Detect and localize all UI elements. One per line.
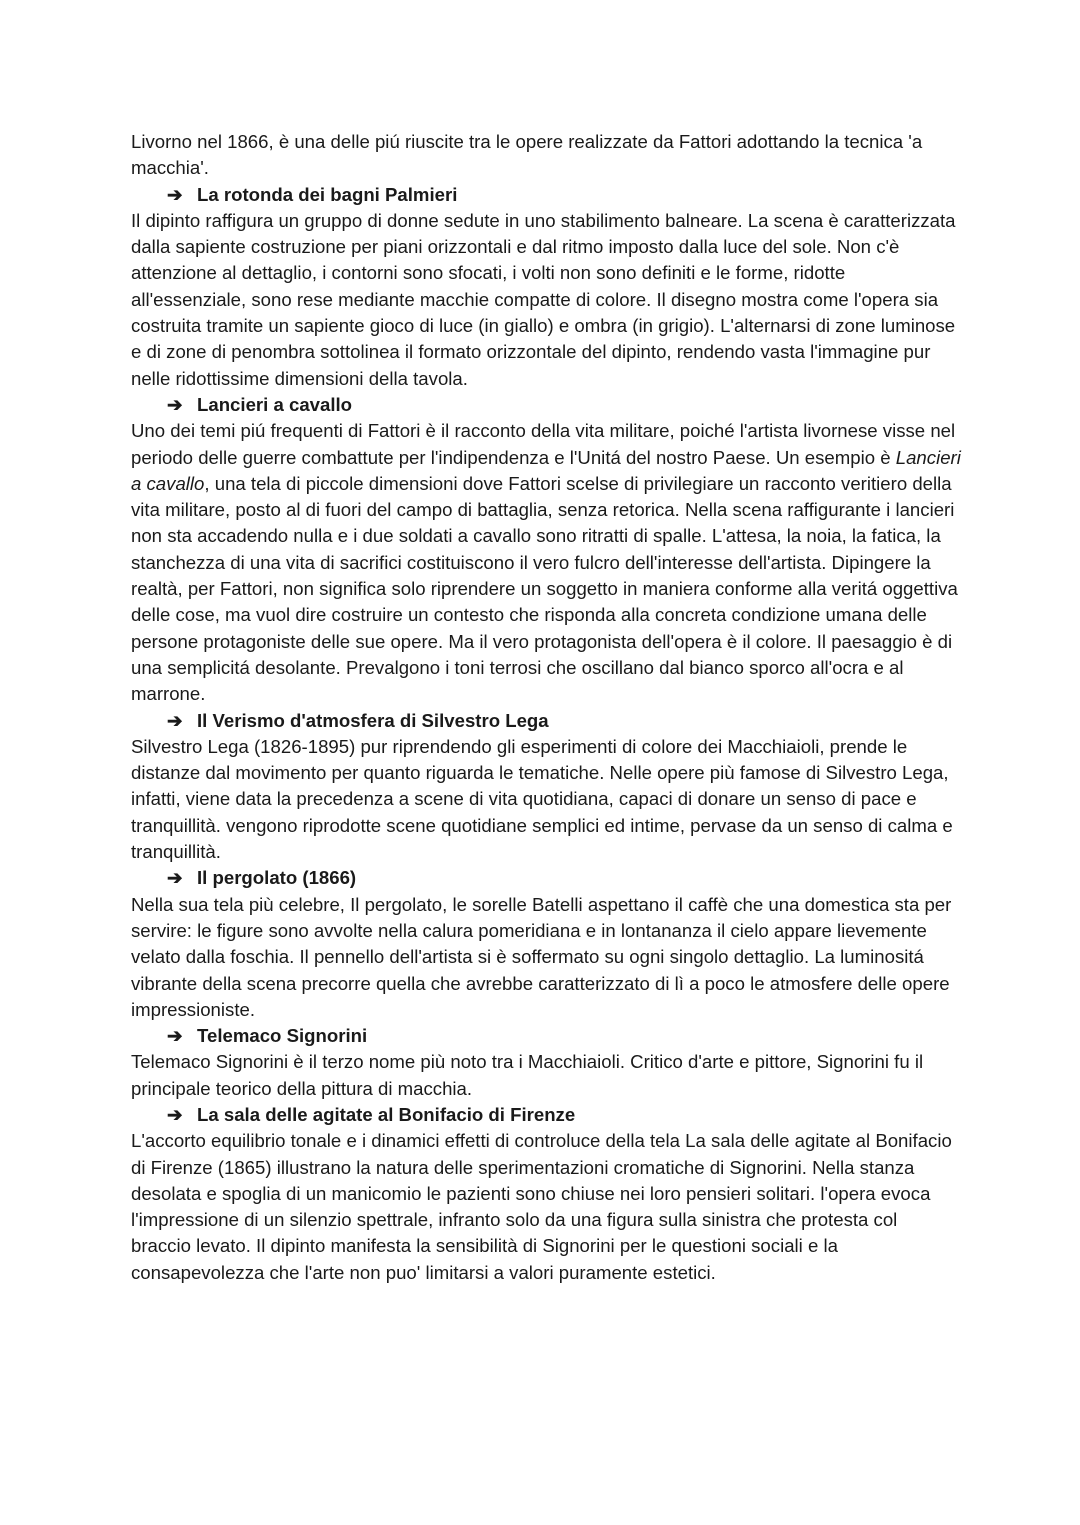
heading-text: La rotonda dei bagni Palmieri [197, 183, 458, 205]
section-heading-lega [131, 708, 961, 734]
section-heading-pergolato [131, 865, 961, 891]
arrow-bullet-icon: ➔ [167, 867, 183, 889]
document-page [131, 129, 961, 1286]
section-paragraph-signorini: Telemaco Signorini è il terzo nome più noto tra i Macchiaioli. Critico d'arte e pittore, Signorini fu il principale teorico della pittura di macchia. [131, 1051, 924, 1099]
section-paragraph-sala-agitate: L'accorto equilibrio tonale e i dinamici effetti di controluce della tela La sala delle agitate al Bonifacio di Firenze (1865) illustrano la natura delle sperimentazioni cromatiche di Signorini. Nella stanza desolata e spoglia di un manicomio le pazienti sono chiuse nei loro pensieri solitari. l'opera evoca l'impressione di un silenzio spettrale, infranto solo da una figura sulla sinistra che protesta col braccio levato. Il dipinto manifesta la sensibilità di Signorini per le questioni sociali e la consapevolezza che l'arte non puo' limitarsi a valori puramente estetici. [131, 1130, 952, 1283]
section-heading-rotonda [131, 182, 961, 208]
arrow-bullet-icon: ➔ [167, 1103, 183, 1125]
section-paragraph-rotonda: Il dipinto raffigura un gruppo di donne sedute in uno stabilimento balneare. La scena è caratterizzata dalla sapiente costruzione per piani orizzontali e dal ritmo imposto dalla luce del sole. Non c'è attenzione al dettaglio, i contorni sono sfocati, i volti non sono definiti e le forme, ridotte all'essenziale, sono rese mediante macchie compatte di colore. Il disegno mostra come l'opera sia costruita tramite un sapiente gioco di luce (in giallo) e ombra (in grigio). L'alternarsi di zone luminose e di zone di penombra sottolinea il formato orizzontale del dipinto, rendendo vasta l'immagine pur nelle ridottissime dimensioni della tavola. [131, 209, 956, 389]
paragraph-text: , una tela di piccole dimensioni dove Fattori scelse di privilegiare un racconto veritiero della vita militare, posto al di fuori del campo di battaglia, senza retorica. Nella scena raffigurante i lancieri non sta accadendo nulla e i due soldati a cavallo sono ritratti di spalle. L'attesa, la noia, la fatica, la stanchezza di una vita di sacrifici costituiscono il vero fulcro dell'interesse dell'artista. Dipingere la realtà, per Fattori, non significa solo riprendere un soggetto in maniera conforme alla veritá oggettiva delle cose, ma vuol dire costruire un contesto che risponda alla concreta condizione umana delle persone protagoniste delle sue opere. Ma il vero protagonista dell'opera è il colore. Il paesaggio è di una semplicitá desolante. Prevalgono i toni terrosi che oscillano dal bianco sporco all'ocra e al marrone. [131, 472, 958, 705]
heading-text: Il pergolato (1866) [197, 867, 357, 889]
arrow-bullet-icon: ➔ [167, 393, 183, 415]
section-paragraph-lancieri [131, 418, 961, 707]
artwork-title-italic: Lancieri a cavallo [131, 446, 961, 494]
heading-text: La sala delle agitate al Bonifacio di Firenze [197, 1103, 576, 1125]
section-paragraph-pergolato: Nella sua tela più celebre, Il pergolato, le sorelle Batelli aspettano il caffè che una domestica sta per servire: le figure sono avvolte nella calura pomeridiana e in lontananza il cielo appare lievemente velato dalla foschia. Il pennello dell'artista si è soffermato su ogni singolo dettaglio. La luminositá vibrante della scena precorre quella che avrebbe caratterizzato di lì a poco le atmosfere delle opere impressioniste. [131, 893, 952, 1020]
section-heading-signorini [131, 1023, 961, 1049]
arrow-bullet-icon: ➔ [167, 183, 183, 205]
heading-text: Telemaco Signorini [197, 1025, 368, 1047]
section-heading-sala-agitate [131, 1102, 961, 1128]
intro-paragraph: Livorno nel 1866, è una delle piú riuscite tra le opere realizzate da Fattori adottando la tecnica 'a macchia'. [131, 131, 923, 179]
arrow-bullet-icon: ➔ [167, 1025, 183, 1047]
paragraph-text: Uno dei temi piú frequenti di Fattori è il racconto della vita militare, poiché l'artista livornese visse nel periodo delle guerre combattute per l'indipendenza e l'Unitá del nostro Paese. Un esempio è [131, 420, 956, 468]
arrow-bullet-icon: ➔ [167, 709, 183, 731]
heading-text: Il Verismo d'atmosfera di Silvestro Lega [197, 709, 549, 731]
section-paragraph-lega: Silvestro Lega (1826-1895) pur riprendendo gli esperimenti di colore dei Macchiaioli, prende le distanze dal movimento per quanto riguarda le tematiche. Nelle opere più famose di Silvestro Lega, infatti, viene data la precedenza a scene di vita quotidiana, capaci di donare un senso di pace e tranquillità. vengono riprodotte scene quotidiane semplici ed intime, pervase da un senso di calma e tranquillità. [131, 735, 953, 863]
section-heading-lancieri [131, 392, 961, 418]
heading-text: Lancieri a cavallo [197, 393, 353, 415]
